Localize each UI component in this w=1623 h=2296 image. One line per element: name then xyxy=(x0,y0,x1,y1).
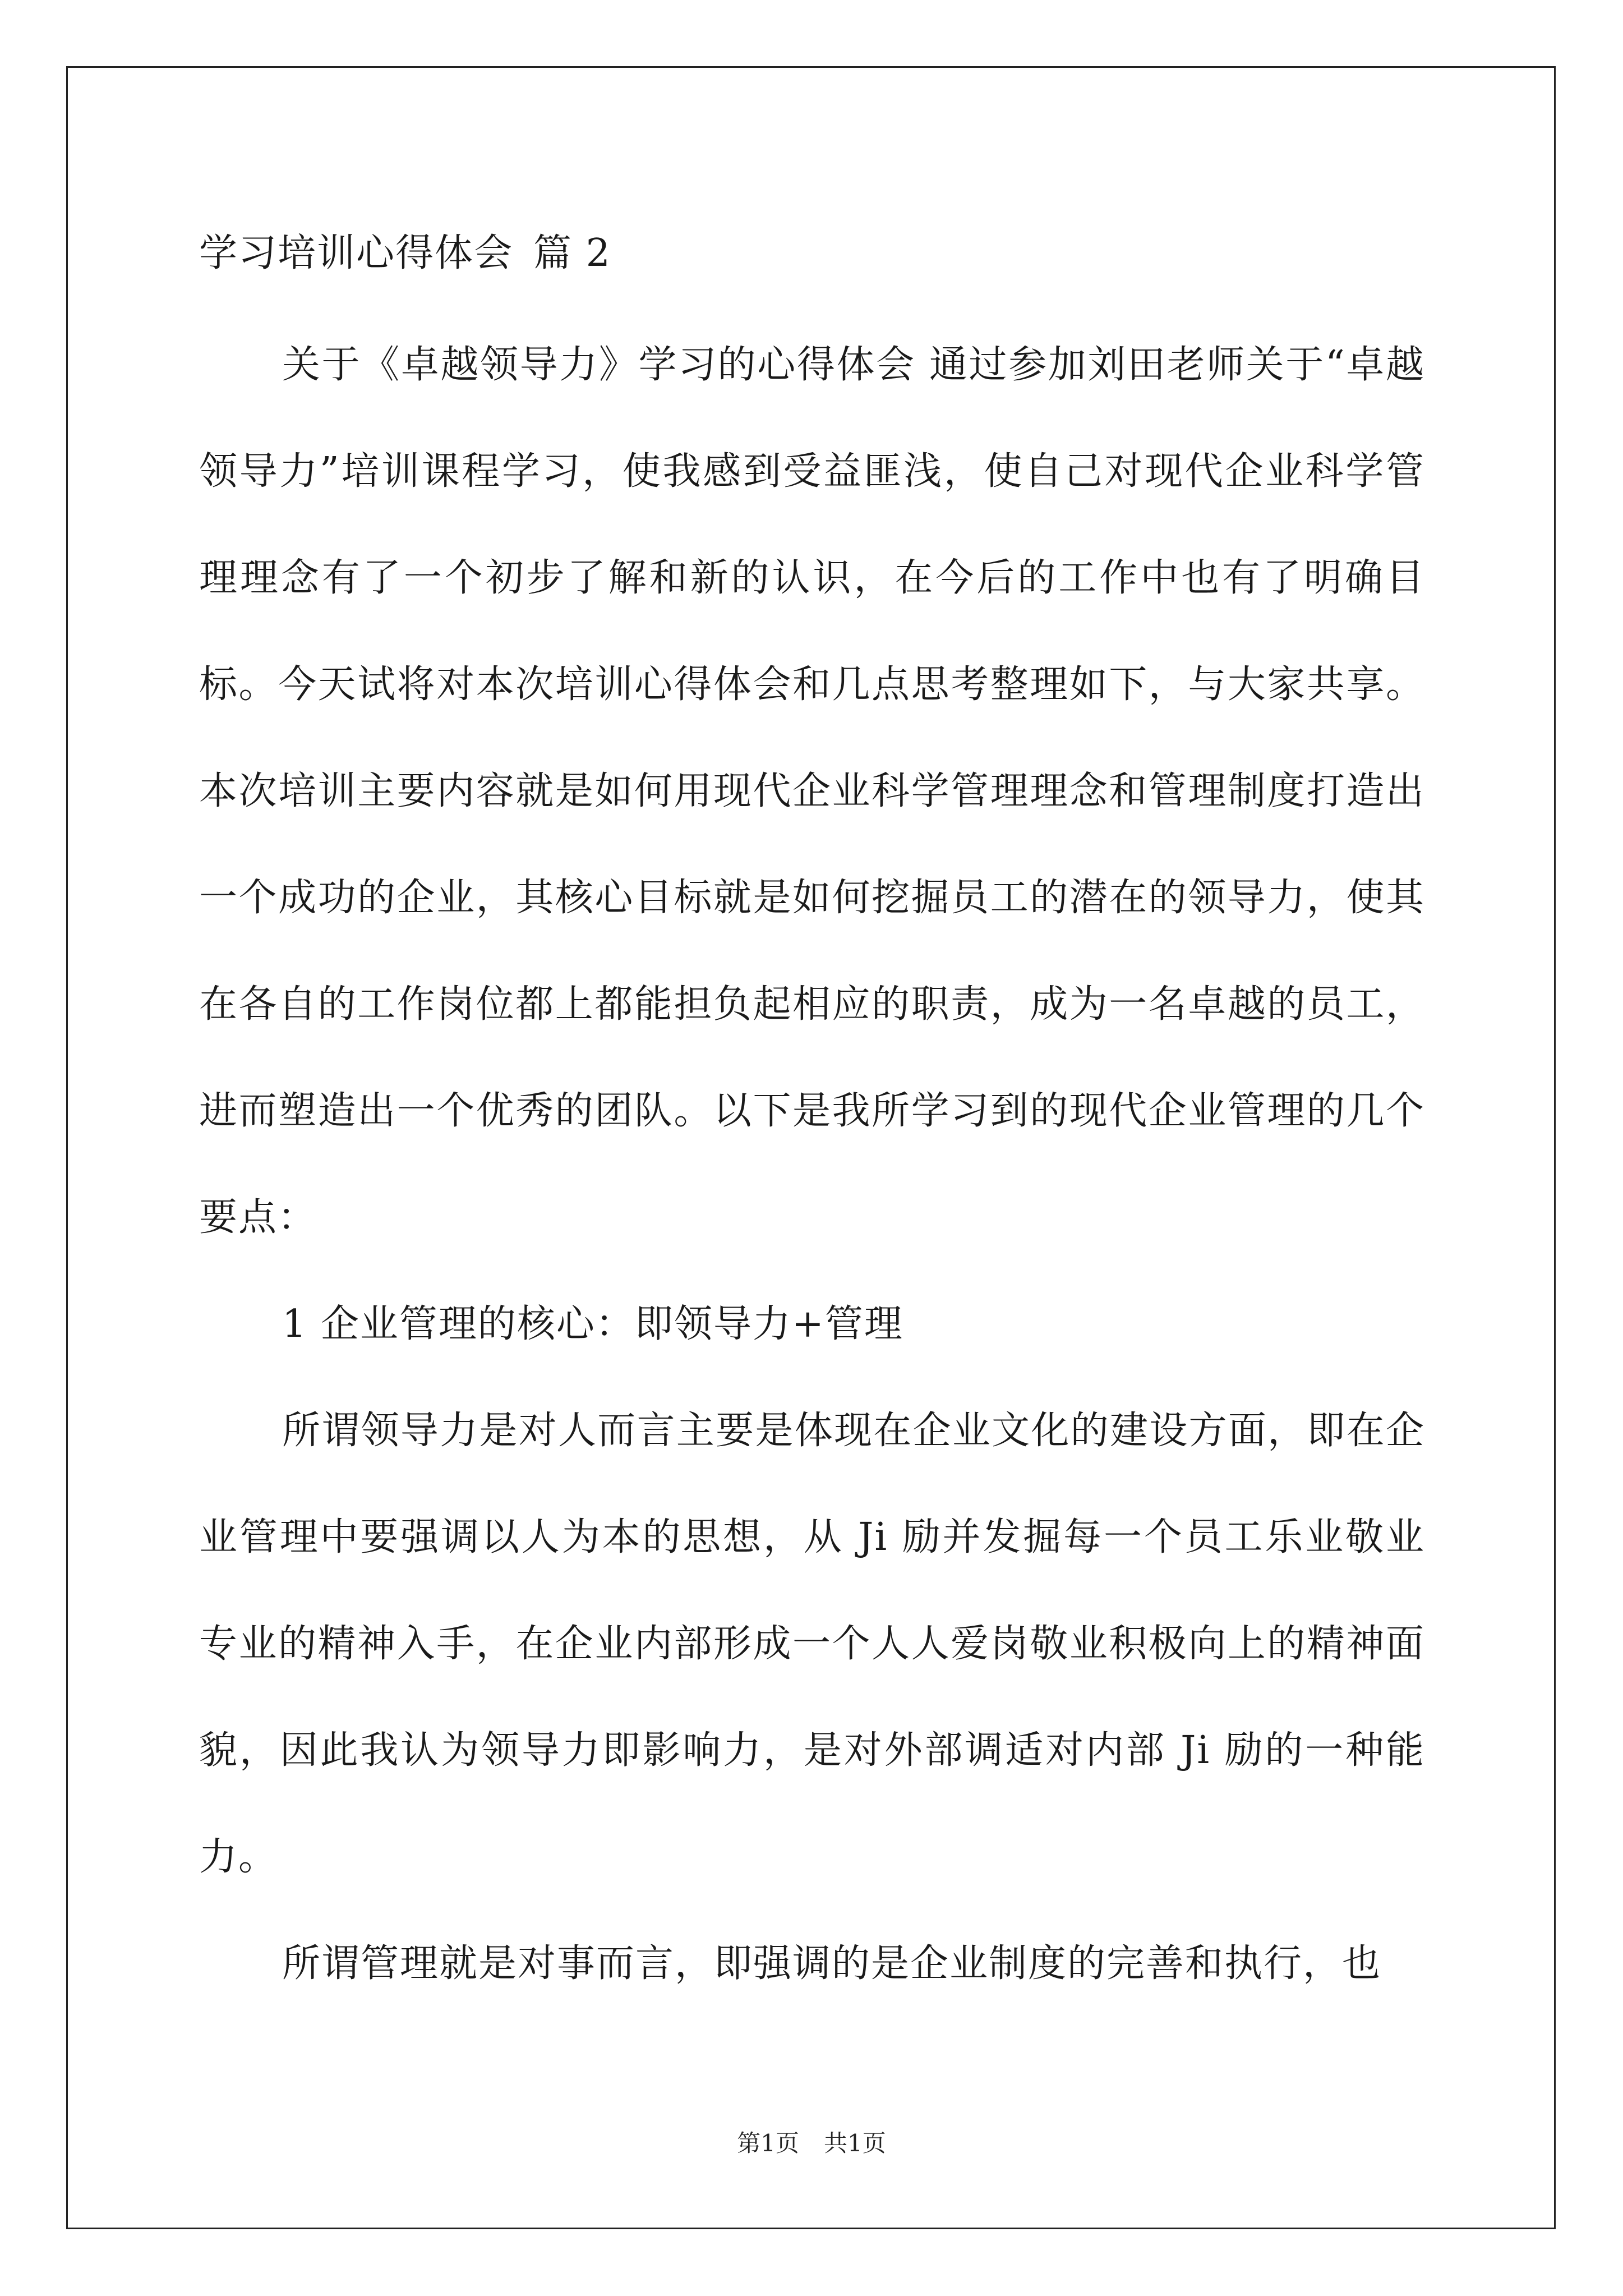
document-title xyxy=(199,214,1425,293)
document-body xyxy=(199,214,1425,2017)
page-number-total: 共1页 xyxy=(824,2129,886,2157)
paragraph-heading-1: 1 企业管理的核心：即领导力+管理 xyxy=(282,1302,903,1346)
page-footer xyxy=(0,2125,1623,2159)
paragraph-management: 所谓管理就是对事而言，即强调的是企业制度的完善和执行，也 xyxy=(282,1941,1382,1986)
paragraph-intro: 关于《卓越领导力》学习的心得体会 通过参加刘田老师关于“卓越领导力”培训课程学习，使我感到受益匪浅，使自己对现代企业科学管理理念有了一个初步了解和新的认识，在今后的工作中也有了明确目标。今天试将对本次培训心得体会和几点思考整理如下，与大家共享。本次培训主要内容就是如何用现代企业科学管理理念和管理制度打造出一个成功的企业，其核心目标就是如何挖掘员工的潜在的领导力，使其在各自的工作岗位都上都能担负起相应的职责，成为一名卓越的员工，进而塑造出一个优秀的团队。以下是我所学习到的现代企业管理的几个要点： xyxy=(199,343,1425,1240)
title-text: 学习培训心得体会 xyxy=(199,231,514,275)
page-number-current: 第1页 xyxy=(737,2129,799,2157)
title-suffix: 篇 2 xyxy=(533,231,611,275)
paragraph-leadership: 所谓领导力是对人而言主要是体现在企业文化的建设方面，即在企业管理中要强调以人为本的思想，从 Ji 励并发掘每一个员工乐业敬业专业的精神入手，在企业内部形成一个人人爱岗敬业积极向上的精神面貌，因此我认为领导力即影响力，是对外部调适对内部 Ji 励的一种能力。 xyxy=(199,1409,1425,1879)
